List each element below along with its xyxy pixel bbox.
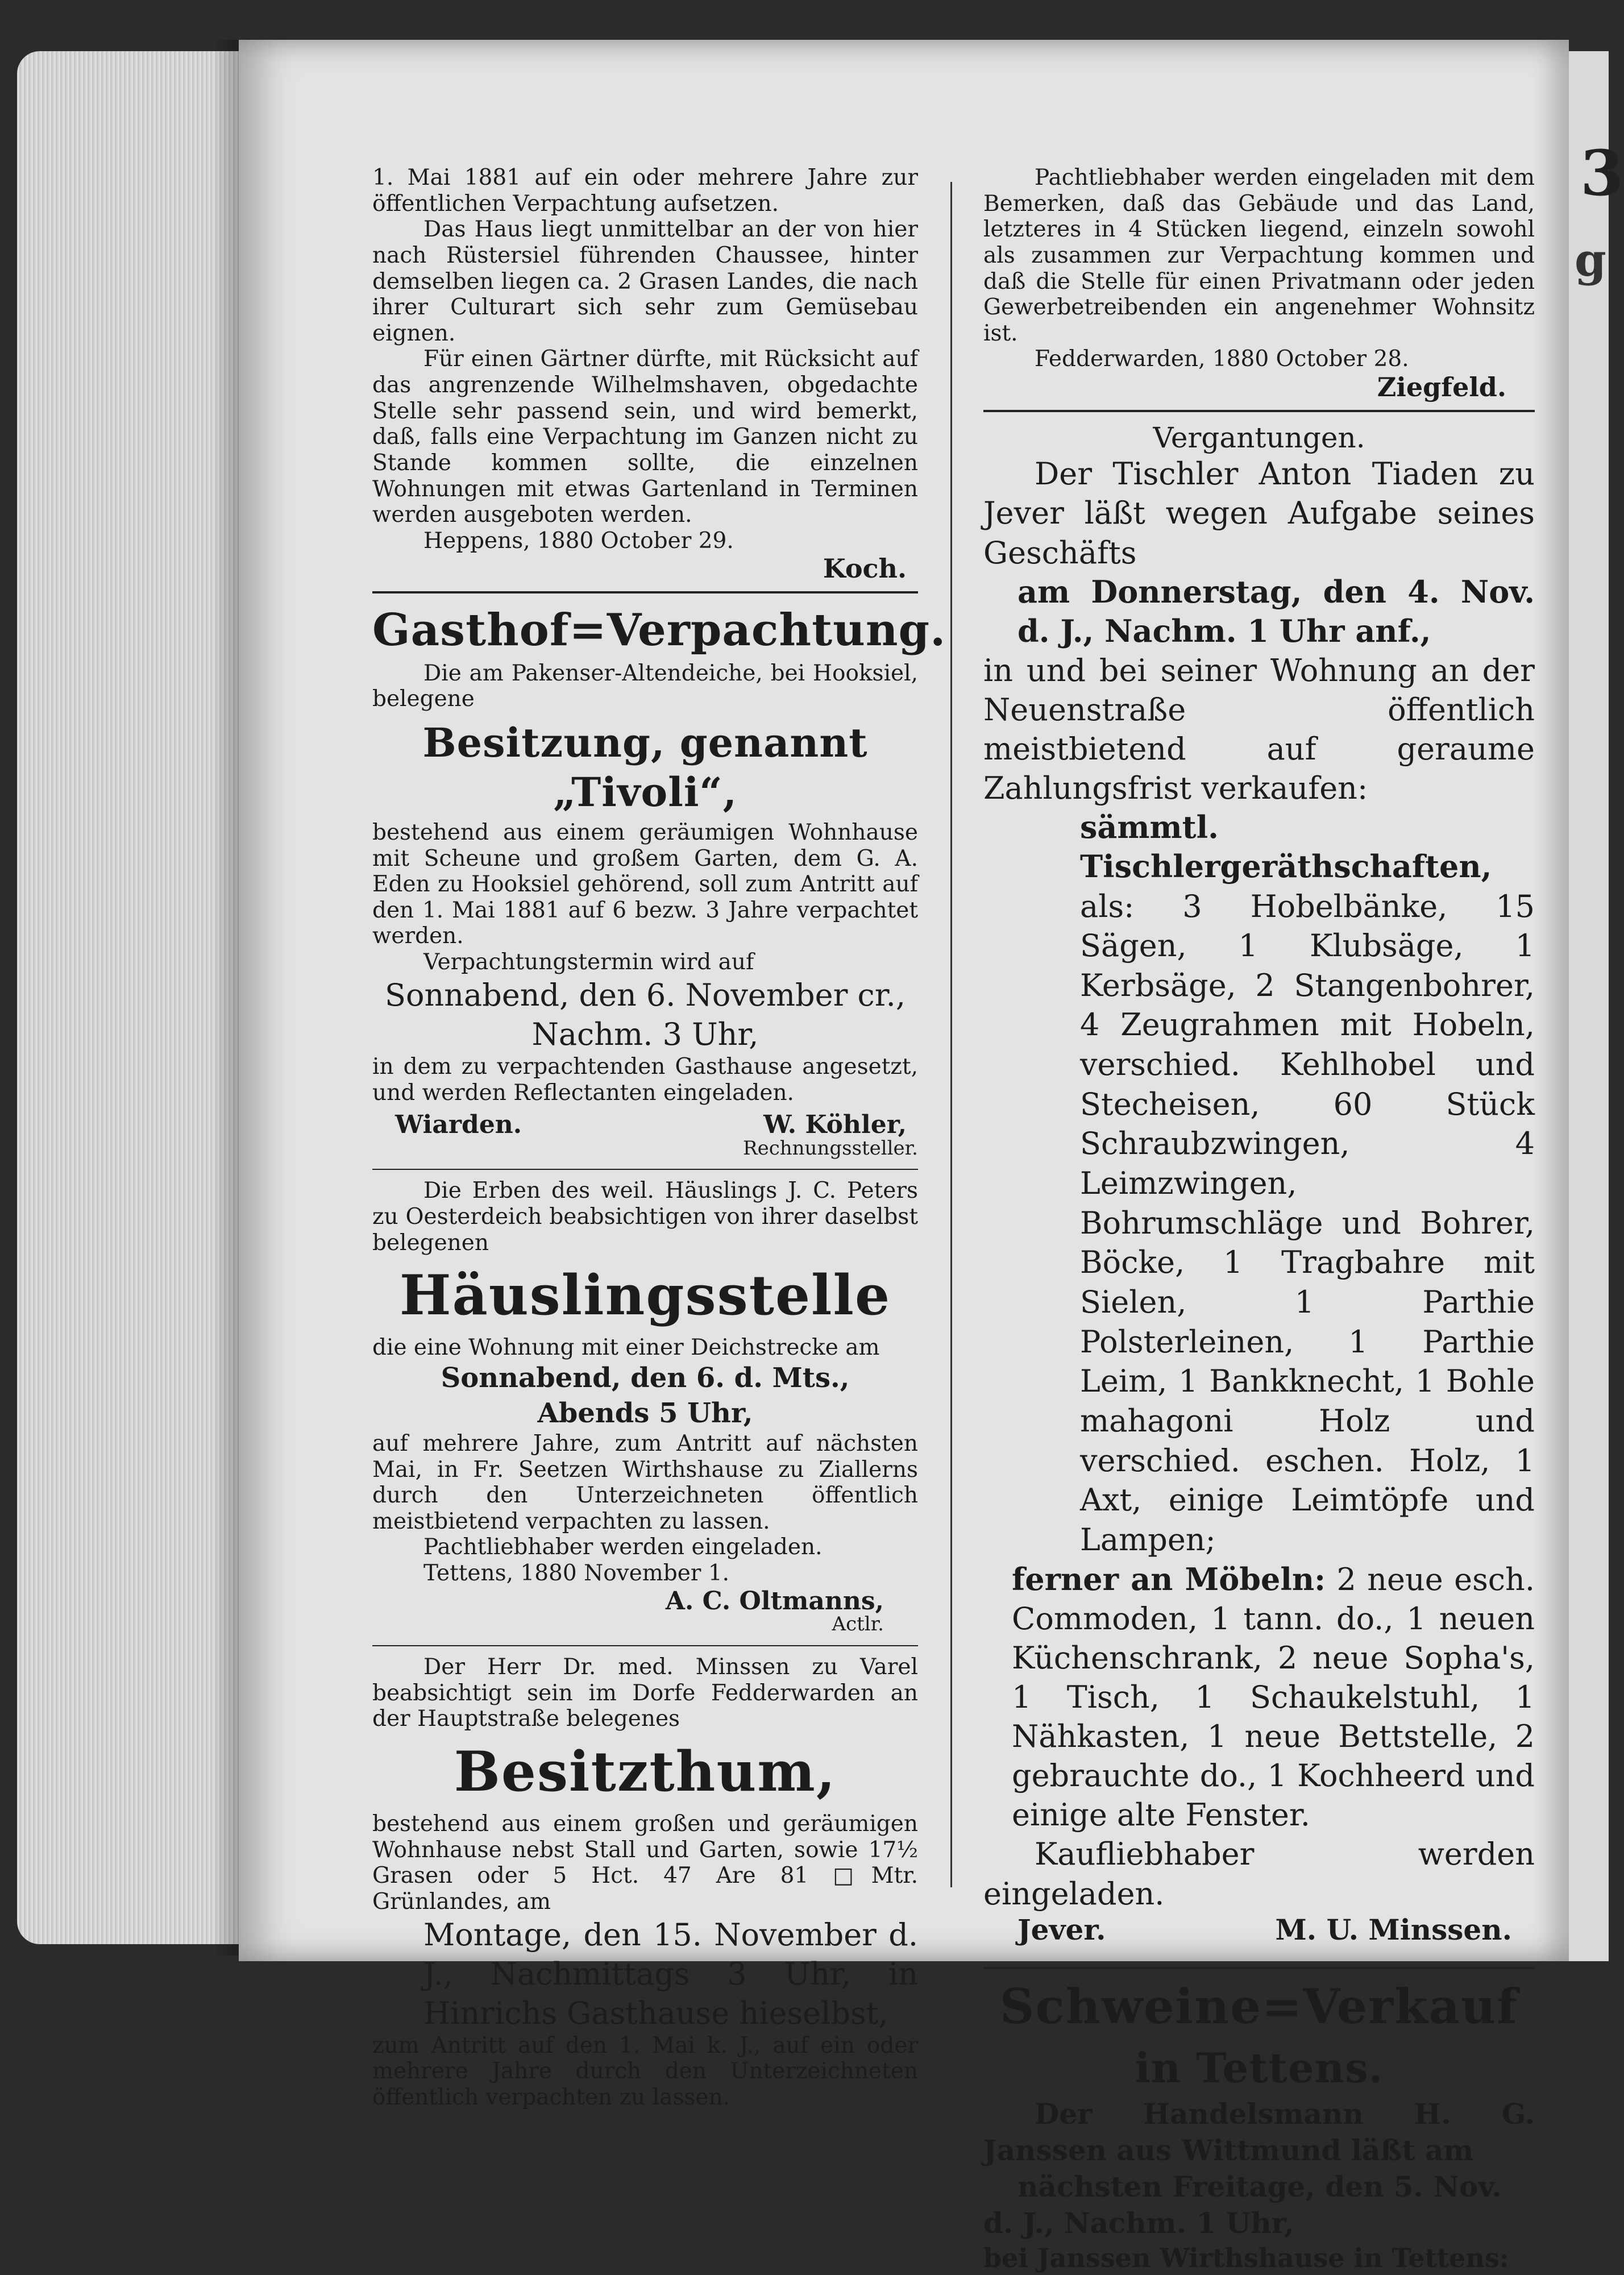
ad-haeuslingsstelle bbox=[372, 1178, 918, 1636]
ad-date: Sonnabend, den 6. d. Mts., bbox=[441, 1362, 850, 1394]
section-rule bbox=[372, 1645, 918, 1646]
intro-place-date: Heppens, 1880 October 29. bbox=[423, 528, 734, 554]
ad-signature-row bbox=[372, 1106, 918, 1139]
ad-besitzthum bbox=[372, 1654, 918, 2111]
ad-subtitle: in Tettens. bbox=[1135, 2043, 1384, 2092]
ad-time: Nachm. 3 Uhr, bbox=[531, 1016, 759, 1052]
ad-furniture-lead: ferner an Möbeln: bbox=[1012, 1560, 1326, 1597]
ad-date: Sonnabend, den 6. November cr., bbox=[385, 977, 906, 1013]
section-rule bbox=[372, 591, 918, 593]
intro-paragraph-3: Für einen Gärtner dürfte, mit Rücksicht auf das angrenzende Wilhelmshaven, obgedachte Stelle sehr passend sein, und wird bemerkt, daß, falls eine Verpachtung im Ganzen nicht zu Stande kommen sollte, die einzelnen Wohnungen mit etwas Gartenland in Terminen werden ausgeboten werden. bbox=[372, 346, 918, 528]
section-rule bbox=[983, 410, 1535, 412]
ad-signature: A. C. Oltmanns, bbox=[665, 1586, 884, 1616]
ad-signature-row bbox=[983, 1913, 1535, 1947]
ad-text: in und bei seiner Wohnung an der Neuenstraße öffentlich meistbietend auf geraume Zahlungsfrist verkaufen: bbox=[983, 652, 1535, 807]
ad-title: Häuslingsstelle bbox=[399, 1263, 891, 1328]
ad-signature: M. U. Minssen. bbox=[1275, 1912, 1512, 1946]
ad-time: Abends 5 Uhr, bbox=[537, 1397, 753, 1429]
ad-text: Der Herr Dr. med. Minssen zu Varel beabsichtigt sein im Dorfe Fedderwarden an der Hauptstraße belegenes bbox=[372, 1654, 918, 1732]
ad-title: Schweine=Verkauf bbox=[999, 1978, 1519, 2035]
ad-time: d. J., Nachm. 1 Uhr, bbox=[983, 2206, 1294, 2240]
ad-text: bestehend aus einem großen und geräumigen Wohnhause nebst Stall und Garten, sowie 17½ Grasen oder 5 Hct. 47 Are 81 □Mtr. Grünlandes, am bbox=[372, 1811, 918, 1915]
left-column bbox=[372, 165, 946, 2111]
next-page-letter: g bbox=[1575, 233, 1606, 287]
ad-property-name: Besitzung, genannt „Tivoli“, bbox=[422, 719, 868, 816]
intro-place-date: Fedderwarden, 1880 October 28. bbox=[1035, 346, 1409, 372]
ad-text: zum Antritt auf den 1. Mai k. J., auf ein oder mehrere Jahre durch den Unterzeichneten öffentlich verpachten zu lassen. bbox=[372, 2032, 918, 2111]
right-column bbox=[983, 165, 1535, 2275]
ad-text: die eine Wohnung mit einer Deichstrecke am bbox=[372, 1335, 880, 1361]
ad-items-lead: sämmtl. Tischlergeräthschaften, bbox=[1080, 809, 1492, 885]
ad-place: Wiarden. bbox=[395, 1110, 522, 1140]
ad-text: Kaufliebhaber werden eingeladen. bbox=[983, 1836, 1535, 1912]
ad-place-date: Tettens, 1880 November 1. bbox=[423, 1560, 730, 1587]
section-rule bbox=[372, 1169, 918, 1170]
ad-text: Die am Pakenser-Altendeiche, bei Hooksiel, belegene bbox=[372, 660, 918, 712]
ad-items-list bbox=[983, 808, 1535, 1559]
ad-furniture-items: 2 neue esch. Commoden, 1 tann. do., 1 neuen Küchenschrank, 2 neue Sopha's, 1 Tisch, 1 Schaukelstuhl, 1 Nähkasten, 1 neue Bettstelle, 2 gebrauchte do., 1 Kochheerd und einige alte Fenster. bbox=[1012, 1561, 1535, 1833]
ad-vergantung bbox=[983, 454, 1535, 1946]
ad-text: Der Handelsmann H. G. Janssen aus Wittmund läßt am bbox=[983, 2097, 1535, 2167]
ad-date: Montage, den 15. November d. J., Nachmittags 3 Uhr, in Hinrichs Gasthause hieselbst, bbox=[423, 1916, 918, 2031]
ad-place: Jever. bbox=[1017, 1912, 1106, 1946]
ad-furniture bbox=[983, 1560, 1535, 1835]
ad-text: Pachtliebhaber werden eingeladen. bbox=[423, 1534, 823, 1560]
ad-title: Besitzthum, bbox=[454, 1739, 837, 1804]
ad-signature: W. Köhler, bbox=[763, 1110, 907, 1140]
ad-title: Gasthof=Verpachtung. bbox=[372, 604, 946, 657]
intro-paragraph: Pachtliebhaber werden eingeladen mit dem Bemerken, daß das Gebäude und das Land, letzteres in 4 Stücken liegend, einzeln sowohl als zusammen zur Verpachtung kommen und daß die Stelle für einen Privatmann oder jeden Gewerbetreibenden ein angenehmer Wohnsitz ist. bbox=[983, 165, 1535, 346]
next-page-fragment bbox=[1569, 51, 1624, 1961]
ad-text: Der Tischler Anton Tiaden zu Jever läßt wegen Aufgabe seines Geschäfts bbox=[983, 456, 1535, 571]
ad-date: am Donnerstag, den 4. Nov. d. J., Nachm. 1 Uhr anf., bbox=[1017, 573, 1535, 649]
ad-signature-title: Rechnungssteller. bbox=[743, 1136, 918, 1160]
ad-text: bei Janssen Wirthshause in Tettens: bbox=[983, 2242, 1509, 2273]
ad-signature-title: Actlr. bbox=[832, 1613, 884, 1636]
ad-date: nächsten Freitage, den 5. Nov. bbox=[1017, 2169, 1502, 2203]
ad-text: auf mehrere Jahre, zum Antritt auf nächsten Mai, in Fr. Seetzen Wirthshause zu Ziallerns durch den Unterzeichneten öffentlich meistbietend verpachten zu lassen. bbox=[372, 1430, 918, 1534]
ad-text: Verpachtungstermin wird auf bbox=[423, 949, 754, 975]
intro-paragraph-2: Das Haus liegt unmittelbar an der von hier nach Rüstersiel führenden Chaussee, hinter demselben liegen ca. 2 Grasen Landes, die nach ihrer Culturart sich sehr zum Gemüsebau eignen. bbox=[372, 217, 918, 346]
ad-text: bestehend aus einem geräumigen Wohnhause mit Scheune und großem Garten, dem G. A. Eden zu Hooksiel gehörend, soll zum Antritt auf den 1. Mai 1881 auf 6 bezw. 3 Jahre verpachtet werden. bbox=[372, 819, 918, 949]
column-divider bbox=[950, 182, 952, 1887]
section-rule bbox=[983, 1967, 1535, 1969]
intro-paragraph-1: 1. Mai 1881 auf ein oder mehrere Jahre zur öffentlichen Verpachtung aufsetzen. bbox=[372, 165, 918, 217]
ad-schweine-verkauf bbox=[983, 1978, 1535, 2275]
ad-text: Die Erben des weil. Häuslings J. C. Peters zu Oesterdeich beabsichtigen von ihrer daselbst belegenen bbox=[372, 1178, 918, 1256]
section-title: Vergantungen. bbox=[1153, 421, 1365, 454]
intro-signature: Ziegfeld. bbox=[1377, 372, 1506, 402]
ad-gasthof bbox=[372, 603, 946, 1160]
ad-text: in dem zu verpachtenden Gasthause angesetzt, und werden Reflectanten eingeladen. bbox=[372, 1053, 918, 1106]
next-page-number: 3 bbox=[1580, 136, 1624, 210]
ad-items: als: 3 Hobelbänke, 15 Sägen, 1 Klubsäge, 1 Kerbsäge, 2 Stangenbohrer, 4 Zeugrahmen mit Hobeln, verschied. Kehlhobel und Stecheisen, 60 Stück Schraubzwingen, 4 Leimzwingen, Bohrumschläge und Bohrer, Böcke, 1 Tragbahre mit Sielen, 1 Parthie Polsterleinen, 1 Parthie Leim, 1 Bankknecht, 1 Bohle mahagoni Holz und verschied. eschen. Holz, 1 Axt, einige Leimtöpfe und Lampen; bbox=[1080, 888, 1535, 1558]
intro-signature: Koch. bbox=[823, 553, 907, 584]
